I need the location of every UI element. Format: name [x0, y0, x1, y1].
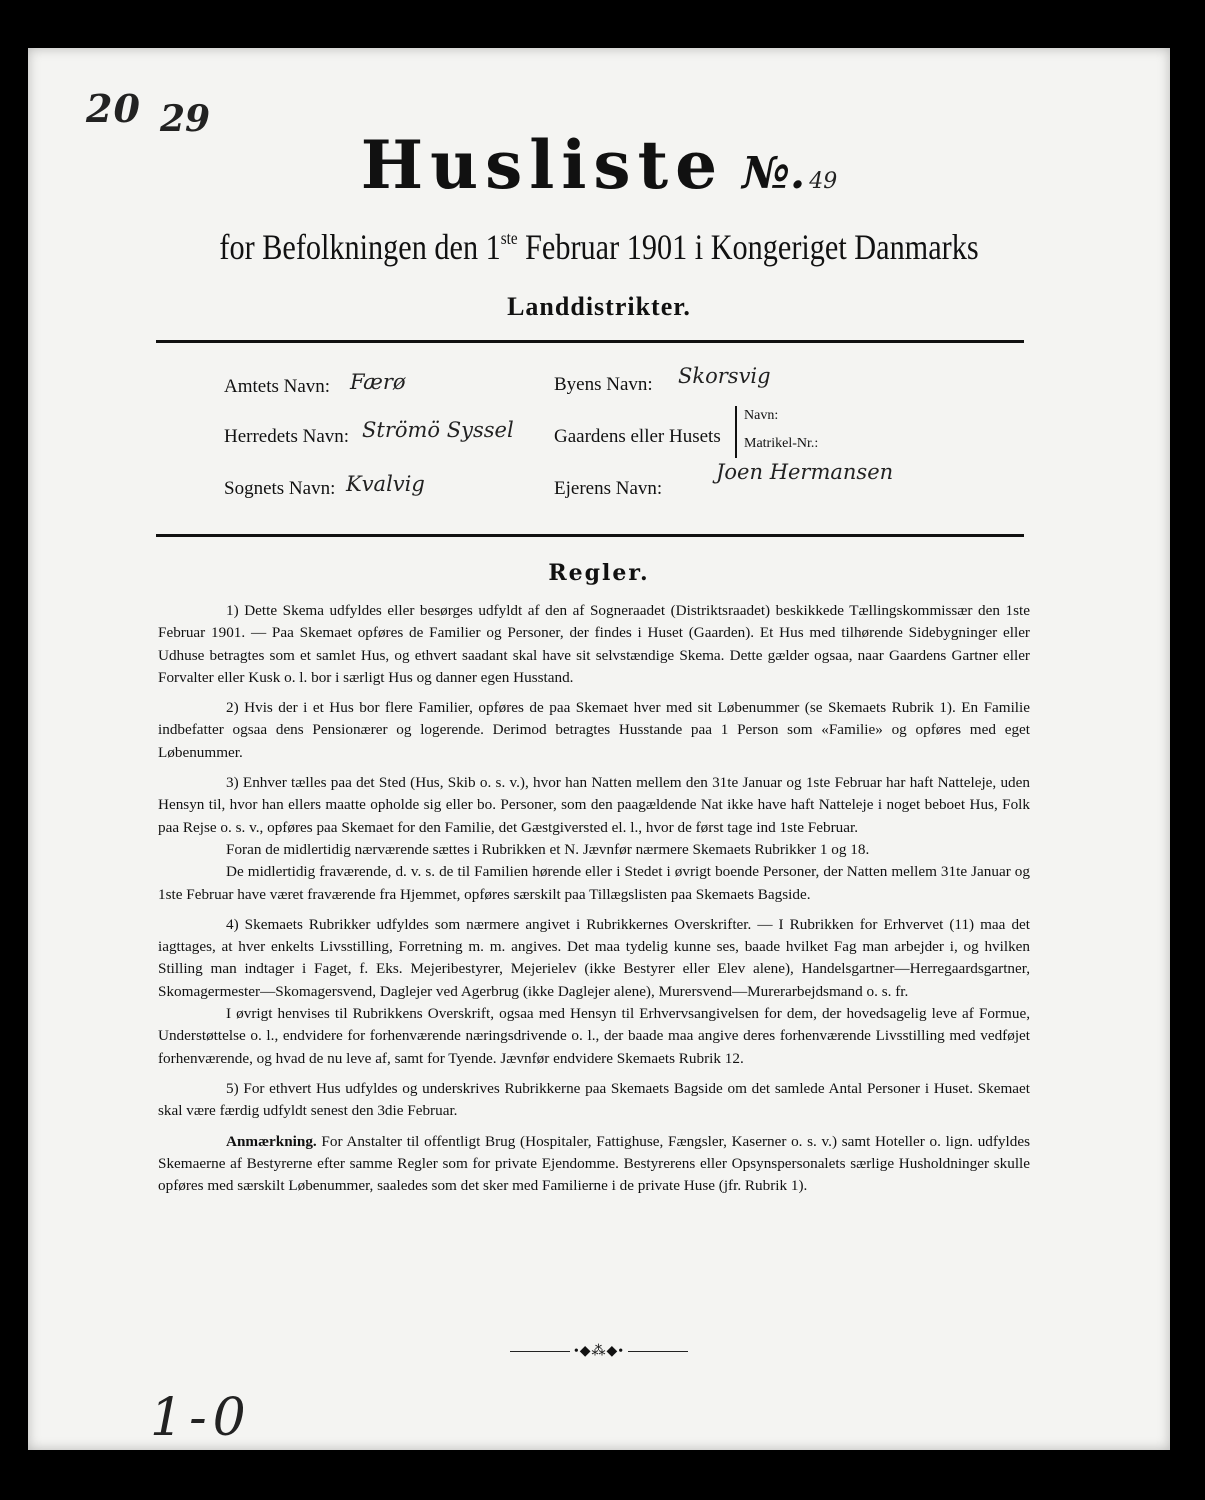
ejer-label: Ejerens Navn: [554, 478, 663, 499]
page-number-right: 29 [160, 98, 211, 140]
amt-value: Færø [350, 370, 406, 394]
title-text: Husliste [360, 126, 725, 204]
rules-heading: Regler. [548, 560, 650, 586]
ejer-value: Joen Hermansen [716, 460, 894, 484]
ornament-glyph: •◆⁂◆• [573, 1344, 625, 1359]
sogn-label: Sognets Navn: [224, 478, 336, 499]
by-value: Skorsvig [678, 364, 771, 388]
number-value: 49 [809, 169, 838, 194]
census-form-page [28, 48, 1170, 1450]
subtitle-part-1: for Befolkningen den 1 [219, 227, 501, 267]
ornament-divider [28, 1343, 1170, 1360]
amt-label: Amtets Navn: [224, 376, 331, 397]
note-text: For Anstalter til offentligt Brug (Hospitaler, Fattighuse, Fængsler, Kaserner o. s. v.) samt Hoteller o. lign. udfyldes Skemaerne af Bestyrerne efter samme Regler som for private Ejendomme. Bestyrerens eller Opsynspersonalets særlige Husholdninger skulle opføres med særskilt Løbenummer, saaledes som det sker med Familierne i de private Huse (jfr. Rubrik 1). [158, 1132, 1030, 1195]
subtitle-sup: ste [500, 228, 518, 248]
subtitle-part-2: Februar 1901 i Kongeriget Danmarks [517, 227, 979, 267]
note-label: Anmærkning. [226, 1132, 317, 1150]
rule-4-oevrigt: I øvrigt henvises til Rubrikkens Overskrift, ogsaa med Hensyn til Erhvervsangivelsen for dem, der hovedsagelig leve af Formue, Understøttelse o. l., endvidere for forhenværende næringsdrivende o. l., der baade maa angive deres forhenværende Livsstilling med vedføjet forhenværende, og hvad de nu leve af, samt for Tyende. Jævnfør endvidere Skemaets Rubrik 12. [158, 1005, 1030, 1067]
gaard-navn-label: Navn: [744, 408, 779, 423]
sogn-value: Kvalvig [346, 472, 425, 496]
form-subtitle [119, 226, 1078, 268]
herred-label: Herredets Navn: [224, 426, 350, 447]
rule-3-fravaerende: De midlertidig fraværende, d. v. s. de til Familien hørende eller i Stedet i øvrigt boende Personer, der Natten mellem 31te Januar og 1ste Februar have været fraværende fra Hjemmet, opføres særskilt paa Tillægslisten paa Skemaets Bagside. [158, 863, 1030, 903]
ornament-line-right [628, 1351, 688, 1352]
divider-top [156, 340, 1024, 343]
number-label: №. [742, 148, 806, 199]
rule-2: 2) Hvis der i et Hus bor flere Familier, opføres de paa Skemaet hver med sit Løbenummer (se Skemaets Rubrik 1). En Familie indbefatter ogsaa dens Pensionærer og logerende. Derimod betragtes Husstande paa 1 Person som «Familie» og opføres med eget Løbenummer. [158, 699, 1030, 761]
gaard-label: Gaardens eller Husets [554, 426, 721, 447]
divider-bottom [156, 534, 1024, 537]
herred-value: Strömö Syssel [362, 418, 514, 442]
rule-1: 1) Dette Skema udfyldes eller besørges udfyldt af den af Sogneraadet (Distriktsraadet) beskikkede Tællingskommissær den 1ste Februar 1901. — Paa Skemaet opføres de Familier og Personer, der findes i Huset (Gaarden). Et Hus med tilhørende Sidebygninger eller Udhuse betragtes som et samlet Hus, og ethvert saadant skal have sit selvstændige Skema. Dette gælder ogsaa, naar Gaardens Gartner eller Forvalter eller Kusk o. l. bor i særligt Hus og danner egen Husstand. [158, 602, 1030, 686]
handwritten-bottom-note: 1-0 [150, 1388, 252, 1448]
page-number-left: 20 [86, 86, 141, 131]
rule-3: 3) Enhver tælles paa det Sted (Hus, Skib o. s. v.), hvor han Natten mellem den 31te Januar og 1ste Februar har haft Natteleje, uden Hensyn til, hvor han ellers maatte opholde sig eller bo. Personer, som den paagældende Nat ikke have haft Natteleje i noget beboet Hus, Folk paa Rejse o. s. v., opføres paa Skemaet for den Familie, det Gæstgiversted el. l., hvor de først tage ind 1ste Februar. [158, 774, 1030, 836]
form-title [28, 126, 1170, 204]
district-heading: Landdistrikter. [507, 292, 691, 321]
rule-5: 5) For ethvert Hus udfyldes og underskrives Rubrikkerne paa Skemaets Bagside om det samlede Antal Personer i Huset. Skemaet skal være færdig udfyldt senest den 3die Februar. [158, 1079, 1030, 1120]
rules-body [158, 600, 1030, 1205]
by-label: Byens Navn: [554, 374, 653, 395]
rule-4: 4) Skemaets Rubrikker udfyldes som nærmere angivet i Rubrikkernes Overskrifter. — I Rubrikken for Erhvervet (11) maa det iagttages, at hver enkelts Livsstilling, Forretning m. m. angives. Det maa tydelig kunne ses, baade hvilket Fag man arbejder i, og hvilken Stilling man indtager i Faget, f. Eks. Mejeribestyrer, Mejerielev (ikke Bestyrer eller Elev alene), Handelsgartner—Herregaardsgartner, Skomagermester—Skomagersvend, Daglejer ved Agerbrug (ikke Daglejer alene), Murersvend—Murerarbejdsmand o. s. fr. [158, 915, 1030, 1000]
gaard-matrikel-label: Matrikel-Nr.: [744, 436, 819, 451]
note-paragraph [158, 1131, 1030, 1198]
rule-3-foran: Foran de midlertidig nærværende sættes i Rubrikken et N. Jævnfør nærmere Skemaets Rubrikker 1 og 18. [226, 840, 870, 858]
gaard-bracket [735, 406, 737, 458]
ornament-line-left [510, 1351, 570, 1352]
